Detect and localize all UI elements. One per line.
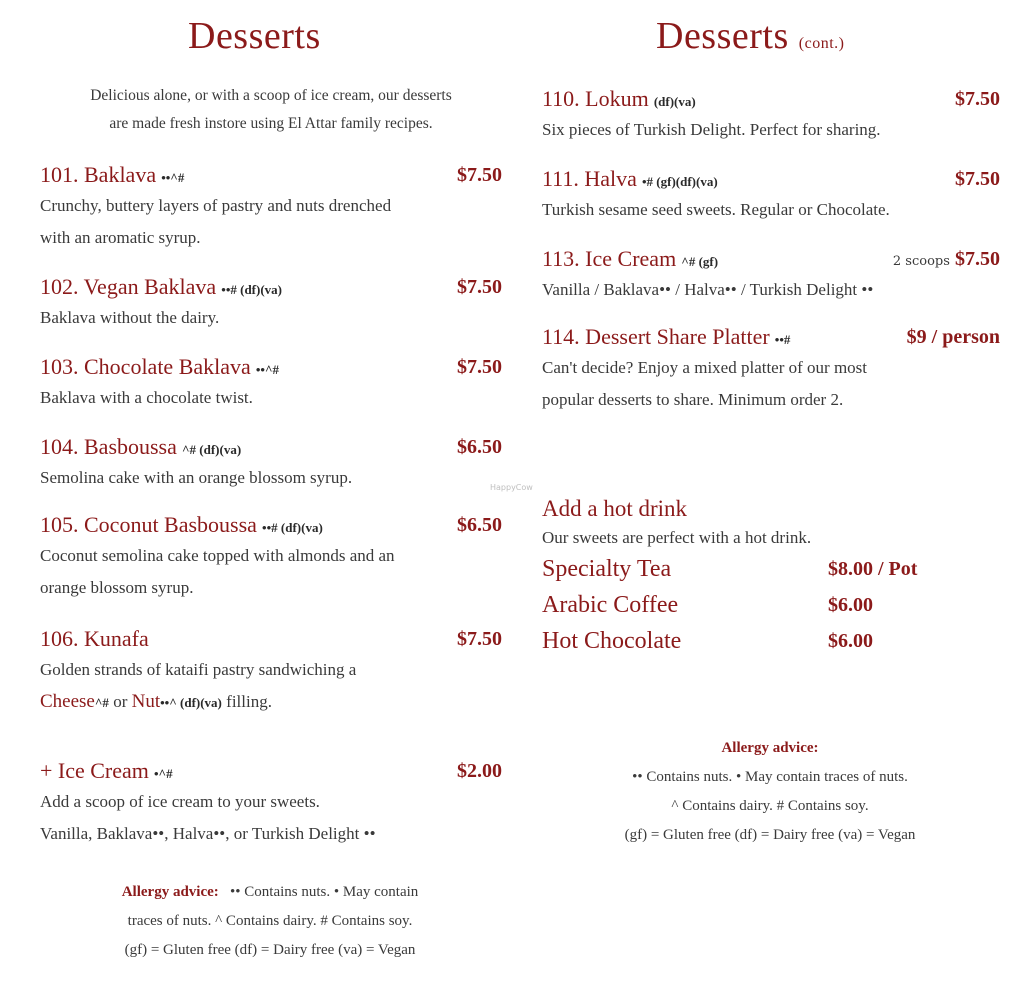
item-marks: ••#	[774, 332, 791, 347]
allergy-advice-right	[560, 734, 980, 850]
hot-drinks-heading: Add a hot drink	[542, 496, 688, 521]
item-price: $7.50	[955, 168, 1000, 190]
menu-item-111	[542, 166, 1000, 226]
menu-item-101	[40, 162, 502, 254]
item-name: 105. Coconut Basboussa	[40, 512, 257, 537]
item-name: 102. Vegan Baklava	[40, 274, 217, 299]
allergy-line-2: traces of nuts. ^ Contains dairy. # Contains soy.	[127, 913, 413, 929]
right-title-suffix: (cont.)	[798, 35, 845, 52]
item-price: $7.50	[457, 276, 502, 298]
item-desc-1: Coconut semolina cake topped with almonds and an	[40, 546, 395, 565]
drink-price: $6.00	[828, 594, 873, 616]
item-desc-2: with an aromatic syrup.	[40, 228, 201, 247]
item-desc-1: Baklava without the dairy.	[40, 308, 220, 327]
item-desc-2: orange blossom syrup.	[40, 578, 194, 597]
right-title	[656, 14, 844, 58]
item-desc-1: Baklava with a chocolate twist.	[40, 388, 253, 407]
drink-price: $6.00	[828, 630, 873, 652]
menu-item-113	[542, 246, 1000, 306]
drink-price: $8.00 / Pot	[828, 558, 918, 580]
item-desc-2	[40, 686, 502, 719]
intro-text	[40, 82, 502, 138]
allergy-line-3: (gf) = Gluten free (df) = Dairy free (va) = Vegan	[624, 827, 916, 843]
item-name: 104. Basboussa	[40, 434, 177, 459]
menu-item-106	[40, 626, 502, 719]
left-title: Desserts	[188, 15, 321, 57]
item-desc-1: Turkish sesame seed sweets. Regular or Chocolate.	[542, 200, 890, 219]
watermark: HappyCow	[490, 483, 533, 492]
item-name: 103. Chocolate Baklava	[40, 354, 251, 379]
drink-name: Hot Chocolate	[542, 628, 682, 654]
drink-row	[542, 554, 1000, 590]
menu-item-102	[40, 274, 502, 334]
item-name: 106. Kunafa	[40, 626, 149, 651]
right-title-text: Desserts	[656, 15, 789, 57]
nut-option: Nut	[131, 691, 161, 712]
item-marks: (df)(va)	[653, 94, 696, 109]
item-marks: ••^#	[161, 170, 185, 185]
item-marks: ••# (df)(va)	[262, 520, 323, 535]
item-name: 113. Ice Cream	[542, 246, 677, 271]
allergy-advice-left	[50, 878, 490, 965]
item-price: $6.50	[457, 436, 502, 458]
item-desc-1: Can't decide? Enjoy a mixed platter of our most	[542, 358, 868, 377]
item-desc-2: popular desserts to share. Minimum order 2.	[542, 390, 844, 409]
allergy-line-2: ^ Contains dairy. # Contains soy.	[671, 798, 869, 814]
item-name: 114. Dessert Share Platter	[542, 324, 770, 349]
item-desc-1: Crunchy, buttery layers of pastry and nuts drenched	[40, 196, 392, 215]
item-price: $7.50	[457, 164, 502, 186]
menu-item-105	[40, 512, 502, 604]
menu-item-103	[40, 354, 502, 414]
item-price: $7.50	[955, 88, 1000, 110]
allergy-line-3: (gf) = Gluten free (df) = Dairy free (va) = Vegan	[124, 942, 416, 958]
item-marks: ^# (gf)	[681, 254, 719, 269]
item-price: $7.50	[457, 356, 502, 378]
item-price: $9 / person	[906, 326, 1000, 348]
item-price: $7.50	[457, 628, 502, 650]
hot-drinks-subtitle: Our sweets are perfect with a hot drink.	[542, 528, 812, 547]
item-price: $6.50	[457, 514, 502, 536]
item-desc-1: Add a scoop of ice cream to your sweets.	[40, 792, 320, 811]
drink-name: Arabic Coffee	[542, 592, 679, 618]
item-price: $7.50	[955, 248, 1000, 270]
allergy-heading: Allergy advice:	[721, 740, 819, 756]
intro-line-2: are made fresh instore using El Attar family recipes.	[109, 115, 433, 132]
item-price-prefix: 2 scoops	[892, 254, 950, 269]
filling-text: filling.	[221, 692, 272, 711]
item-price: $2.00	[457, 760, 502, 782]
item-name: 111. Halva	[542, 166, 637, 191]
item-marks: ••^#	[255, 362, 280, 377]
menu-item-114	[542, 324, 1000, 416]
menu-item-104	[40, 434, 502, 494]
allergy-heading: Allergy advice:	[121, 884, 219, 900]
item-desc-1: Six pieces of Turkish Delight. Perfect for sharing.	[542, 120, 881, 139]
nut-marks: ••^ (df)(va)	[160, 695, 222, 710]
allergy-line-1: •• Contains nuts. • May contain	[230, 884, 419, 900]
item-marks: •# (gf)(df)(va)	[642, 174, 718, 189]
drink-row	[542, 590, 1000, 626]
item-desc-1: Golden strands of kataifi pastry sandwiching a	[40, 660, 357, 679]
item-marks: •^#	[154, 766, 173, 781]
item-name: 110. Lokum	[542, 86, 649, 111]
drink-row	[542, 626, 1000, 662]
item-marks: ••# (df)(va)	[221, 282, 282, 297]
item-name: + Ice Cream	[40, 758, 149, 783]
or-text: or	[108, 692, 132, 711]
item-desc-2: Vanilla, Baklava••, Halva••, or Turkish Delight ••	[40, 824, 376, 843]
item-desc-1: Vanilla / Baklava•• / Halva•• / Turkish Delight ••	[542, 280, 874, 299]
item-desc-1: Semolina cake with an orange blossom syrup.	[40, 468, 353, 487]
menu-item-110	[542, 86, 1000, 146]
intro-line-1: Delicious alone, or with a scoop of ice cream, our desserts	[90, 87, 452, 104]
menu-item-ice-cream-addon	[40, 758, 502, 850]
cheese-marks: ^#	[94, 695, 109, 710]
item-marks: ^# (df)(va)	[181, 442, 242, 457]
item-name: 101. Baklava	[40, 162, 157, 187]
drink-name: Specialty Tea	[542, 556, 672, 582]
cheese-option: Cheese	[40, 691, 95, 712]
allergy-line-1: •• Contains nuts. • May contain traces of nuts.	[632, 769, 908, 785]
hot-drinks-section	[542, 496, 1000, 662]
